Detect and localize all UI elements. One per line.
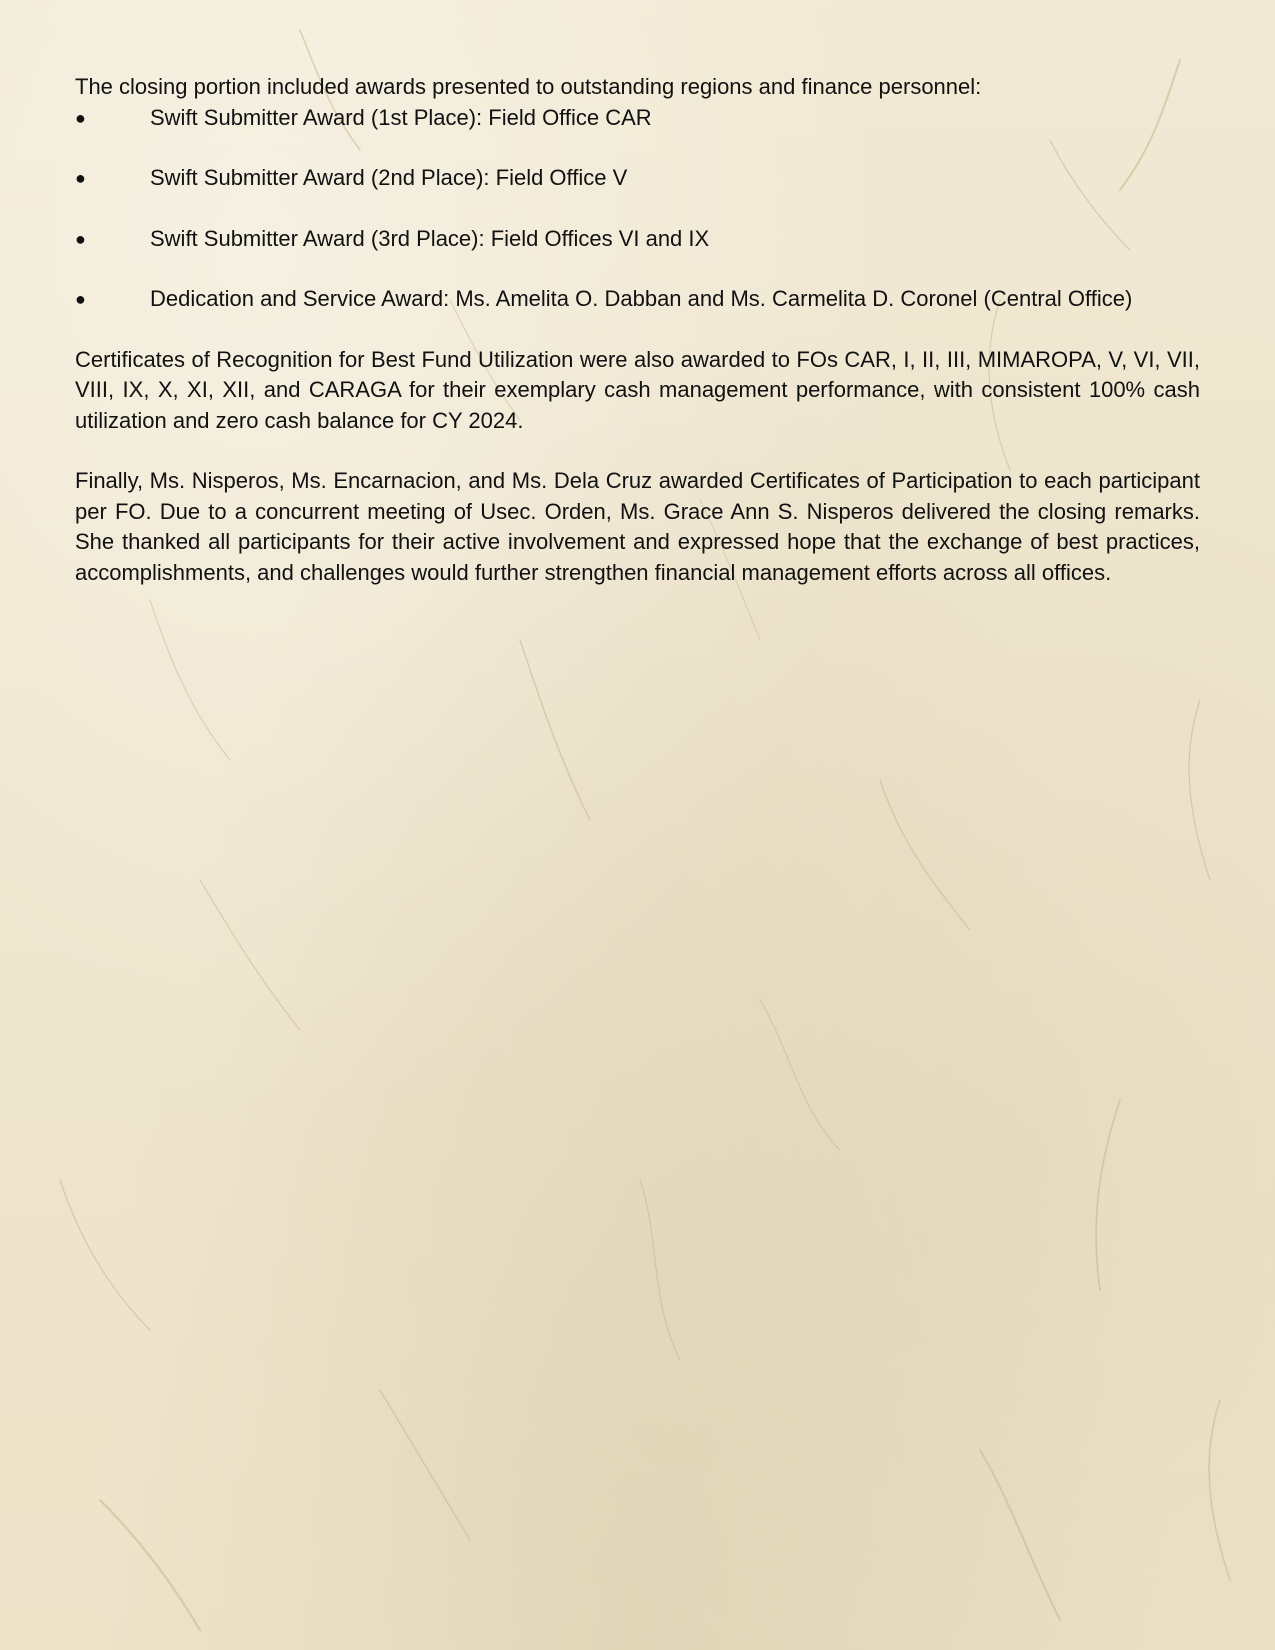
award-text: Dedication and Service Award: Ms. Amelita O. Dabban and Ms. Carmelita D. Coronel (Central Office) <box>150 286 1133 311</box>
list-item <box>75 224 1200 255</box>
award-list <box>75 103 1200 315</box>
bullet-icon: ● <box>75 228 86 249</box>
document-page <box>75 72 1200 618</box>
list-item <box>75 103 1200 134</box>
bullet-icon: ● <box>75 168 86 188</box>
award-text: Swift Submitter Award (3rd Place): Field Offices VI and IX <box>150 225 710 251</box>
award-text: Swift Submitter Award (2nd Place): Field Office V <box>150 165 628 190</box>
list-item <box>75 163 1200 194</box>
award-text: Swift Submitter Award (1st Place): Field Office CAR <box>150 104 652 130</box>
bullet-icon: ● <box>75 107 86 128</box>
paragraph-certificates: Certificates of Recognition for Best Fund Utilization were also awarded to FOs CAR, I, II, III, MIMAROPA, V, VI, VII, VIII, IX, X, XI, XII, and CARAGA for their exemplary cash management performance, with consistent 100% cash utilization and zero cash balance for CY 2024. <box>75 346 1200 433</box>
paragraph-closing: Finally, Ms. Nisperos, Ms. Encarnacion, and Ms. Dela Cruz awarded Certificates of Participation to each participant per FO. Due to a concurrent meeting of Usec. Orden, Ms. Grace Ann S. Nisperos delivered the closing remarks. She thanked all participants for their active involvement and expressed hope that the exchange of best practices, accomplishments, and challenges would further strengthen financial management efforts across all offices. <box>75 468 1200 585</box>
intro-text: The closing portion included awards presented to outstanding regions and finance personnel: <box>75 74 982 99</box>
list-item <box>75 284 1200 315</box>
bullet-icon: ● <box>75 289 86 309</box>
